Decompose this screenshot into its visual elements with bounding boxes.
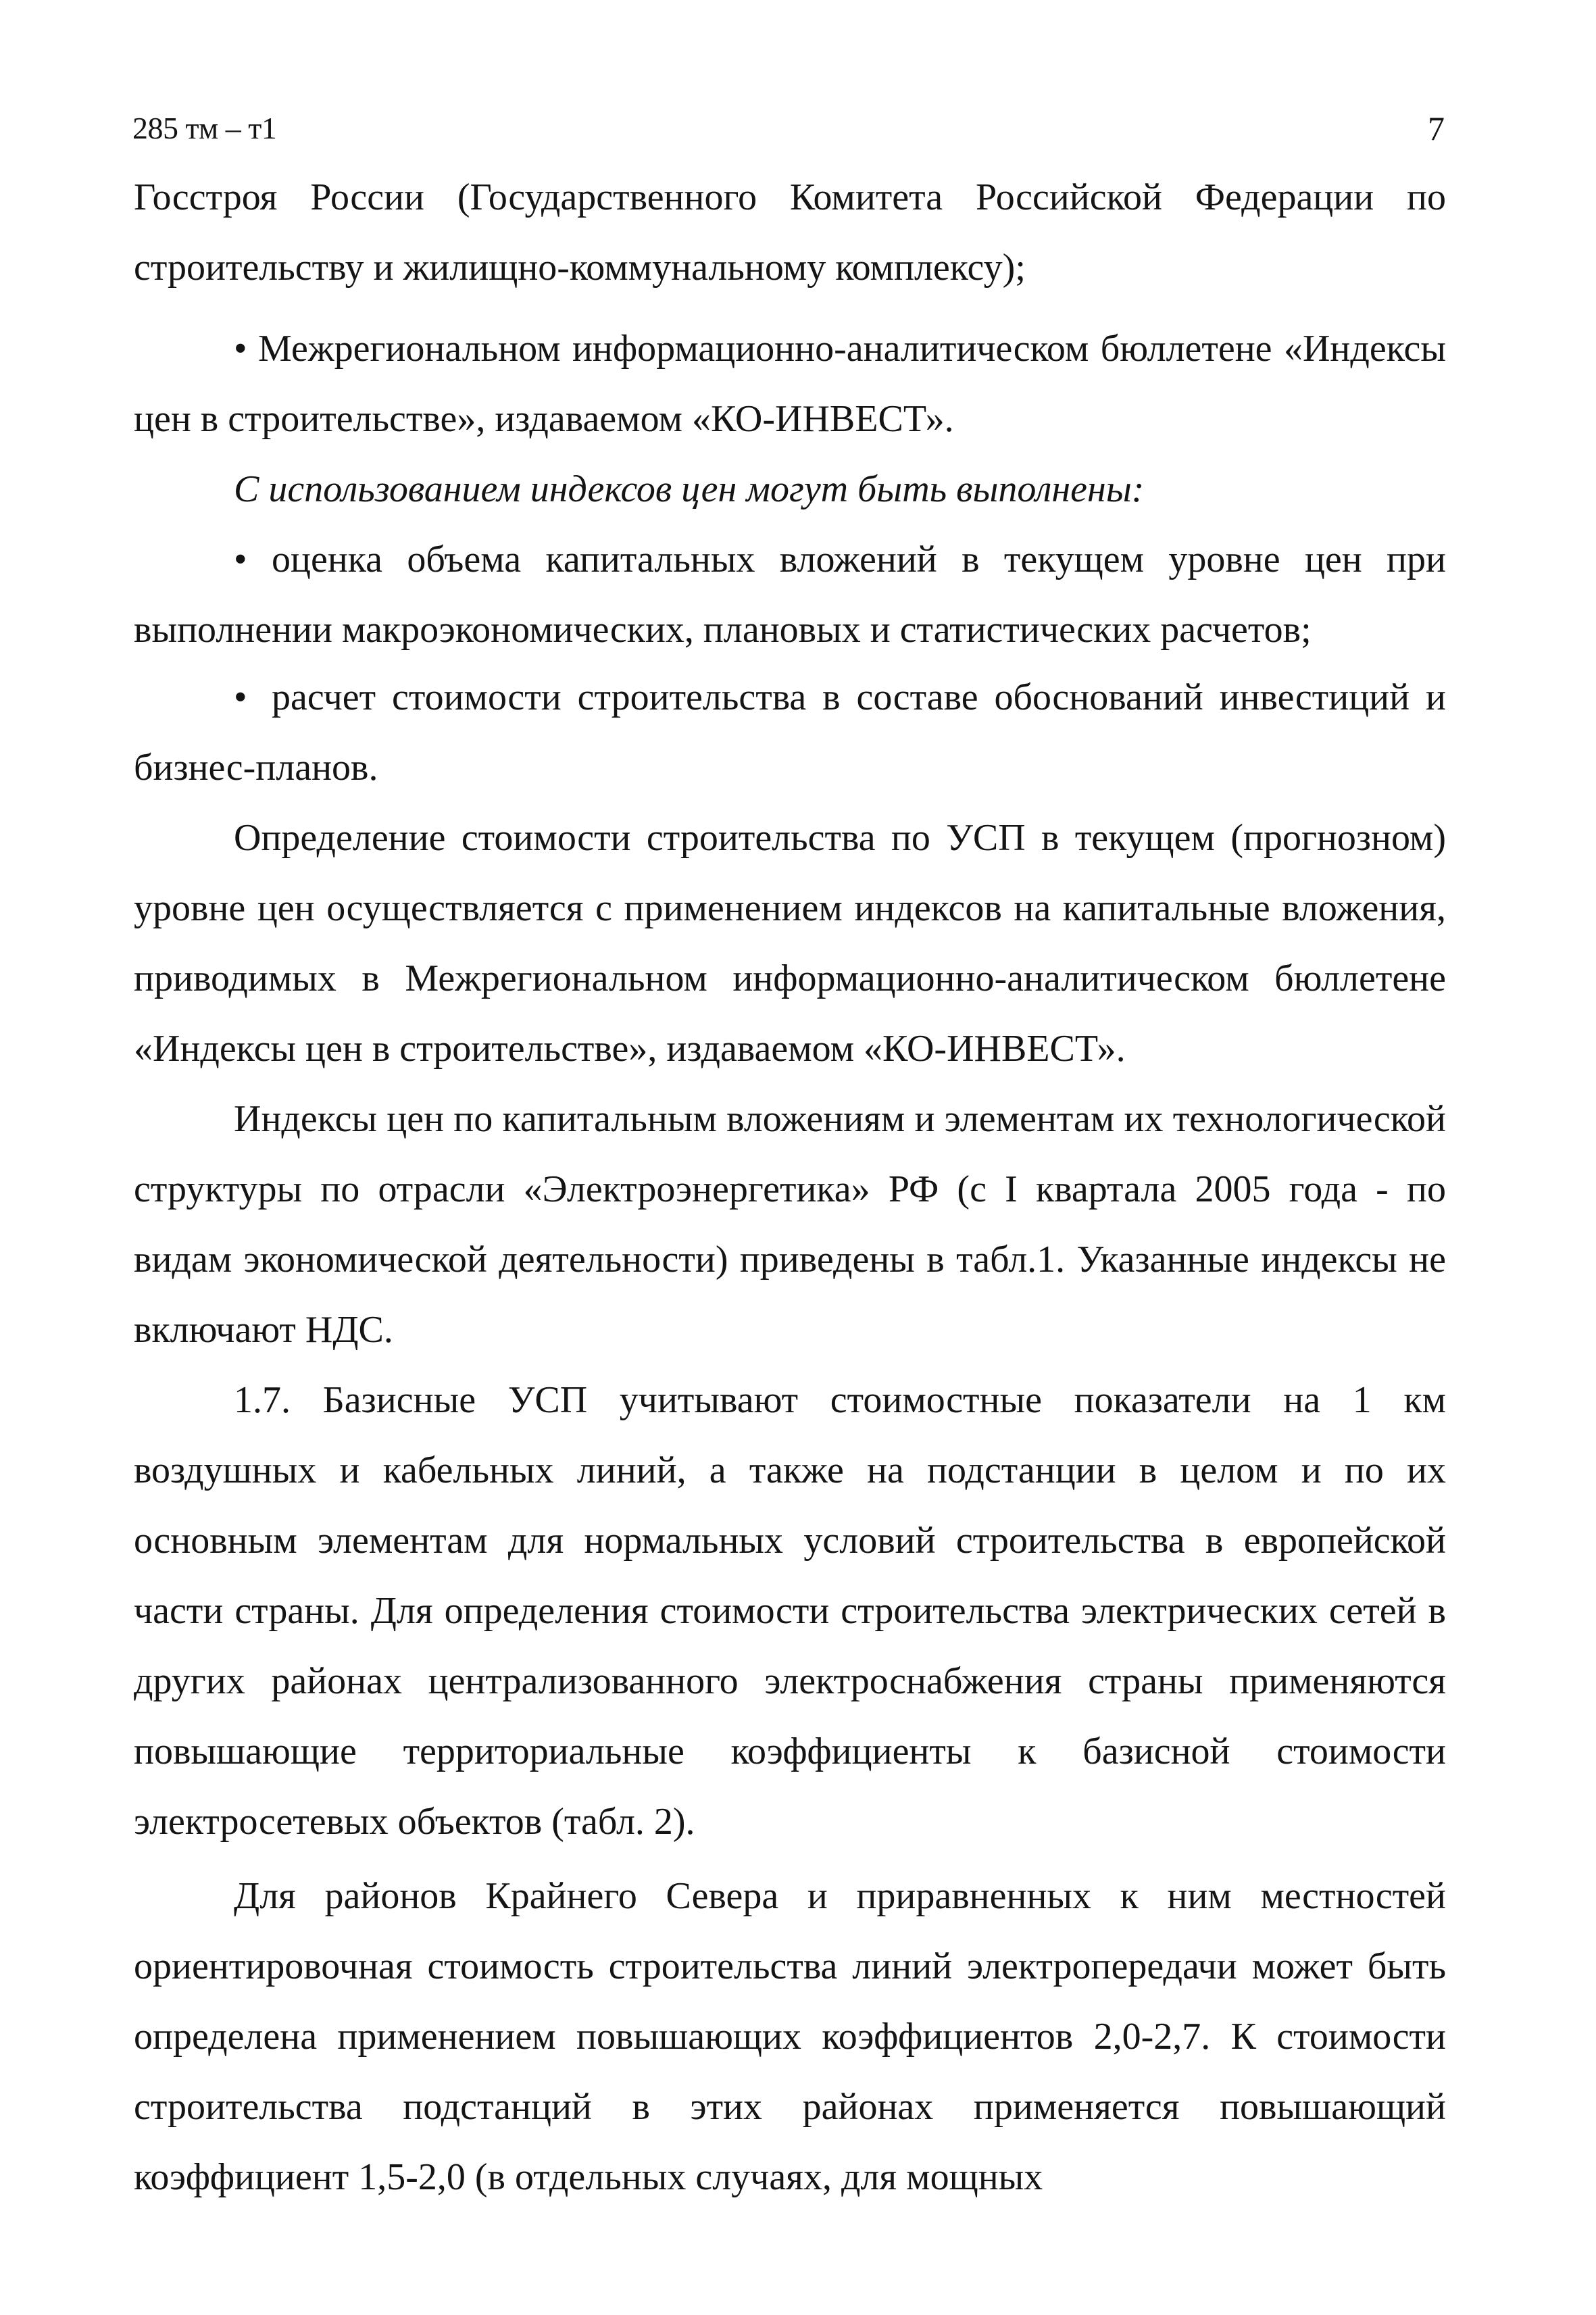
paragraph-gosstroy: Госстроя России (Государственного Комитета Российской Федерации по строительству и жилищно-коммунальному комплексу); [134, 176, 1446, 289]
body-text [134, 162, 1446, 2212]
bullet-item-calculation [134, 662, 1446, 803]
paragraph-price-indices: Индексы цен по капитальным вложениям и элементам их технологической структуры по отрасли «Электроэнергетика» РФ (с I квартала 2005 года - по видам экономической деятельности) приведены в табл.1. Указанные индексы не включают НДС. [134, 1098, 1446, 1351]
bullet-item-bulletin [134, 314, 1446, 454]
bullet-item-text: оценка объема капитальных вложений в текущем уровне цен при выполнении макроэкономических, плановых и статистических расчетов; [134, 539, 1446, 651]
bullet-icon: • [234, 539, 247, 580]
bullet-item-text: Межрегиональном информационно-аналитическом бюллетене «Индексы цен в строительстве», издаваемом «КО-ИНВЕСТ». [134, 328, 1446, 440]
paragraph-section-1-7: 1.7. Базисные УСП учитывают стоимостные показатели на 1 км воздушных и кабельных линий, а также на подстанции в целом и по их основным элементам для нормальных условий строительства в европейской части страны. Для определения стоимости строительства электрических сетей в других районах централизованного электроснабжения страны применяются повышающие территориальные коэффициенты к базисной стоимости электросетевых объектов (табл. 2). [134, 1379, 1446, 1843]
paragraph-cost-determination: Определение стоимости строительства по УСП в текущем (прогнозном) уровне цен осуществляется с применением индексов на капитальные вложения, приводимых в Межрегиональном информационно-аналитическом бюллетене «Индексы цен в строительстве», издаваемом «КО-ИНВЕСТ». [134, 817, 1446, 1070]
document-code: 285 тм – т1 [132, 111, 277, 145]
bullet-item-text: расчет стоимости строительства в составе обоснований инвестиций и бизнес-планов. [134, 676, 1446, 789]
bullet-item-assessment [134, 524, 1446, 665]
paragraph-far-north: Для районов Крайнего Севера и приравненных к ним местностей ориентировочная стоимость строительства линий электропередачи может быть определена применением повышающих коэффициентов 2,0-2,7. К стоимости строительства подстанций в этих районах применяется повышающий коэффициент 1,5-2,0 (в отдельных случаях, для мощных [134, 1875, 1446, 2198]
bullet-icon: • [234, 328, 247, 370]
paragraph-usage-heading: С использованием индексов цен могут быть выполнены: [234, 468, 1145, 510]
page-number: 7 [1428, 109, 1445, 147]
bullet-icon: • [234, 676, 247, 718]
